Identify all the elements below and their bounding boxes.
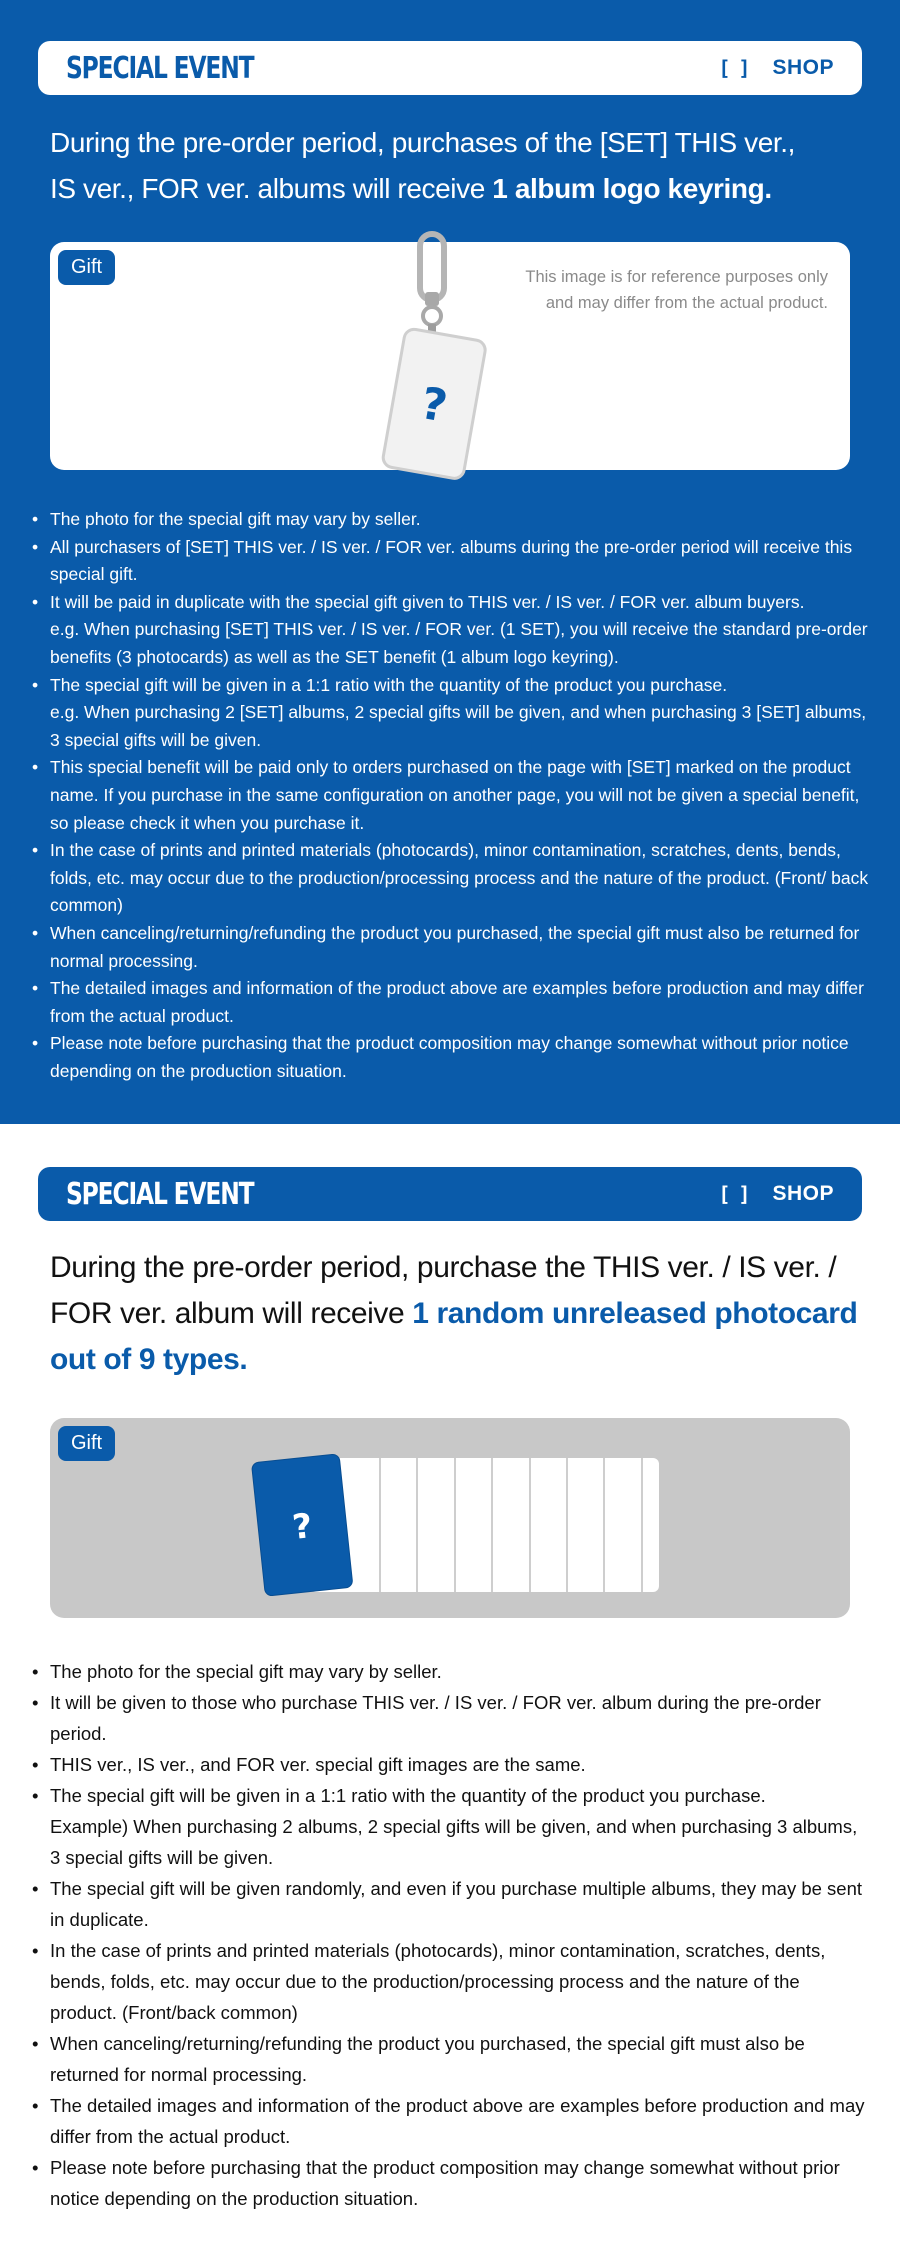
- gift-preview-box: [50, 1418, 850, 1618]
- notice-item-example: Example) When purchasing 2 albums, 2 special gifts will be given, and when purchasing 3 albums, 3 special gifts will be given.: [50, 1816, 858, 1868]
- logo-keyring-image: [380, 230, 500, 490]
- notice-item: [30, 672, 870, 755]
- event-headline: [50, 1245, 870, 1383]
- special-event-banner: [38, 41, 862, 95]
- keyring-clip: [420, 234, 444, 300]
- photocard-stack-image: [250, 1438, 670, 1598]
- keyring-notice-list: [30, 506, 870, 1085]
- bracket-logo-icon: []: [718, 56, 759, 80]
- photocard-notice-list: [30, 1656, 870, 2214]
- shop-label: SHOP: [772, 1182, 834, 1205]
- notice-item: [30, 589, 870, 672]
- bracket-logo-icon: []: [718, 1182, 759, 1206]
- notice-item-text: It will be paid in duplicate with the special gift given to THIS ver. / IS ver. / FOR ver. album buyers.: [50, 591, 805, 612]
- shop-logo: [718, 56, 834, 80]
- gift-tag: Gift: [58, 250, 115, 285]
- notice-item: • The photo for the special gift may vary by seller.: [30, 1656, 870, 1687]
- notice-item: • In the case of prints and printed materials (photocards), minor contamination, scratches, dents, bends, folds, etc. may occur due to the production/processing process and the nature of the product. (Front/back common): [30, 1935, 870, 2028]
- disclaimer-line-1: This image is for reference purposes only: [525, 268, 828, 286]
- notice-item: • In the case of prints and printed materials (photocards), minor contamination, scratches, dents, bends, folds, etc. may occur due to the production/processing process and the nature of the product. (Front/ back common): [30, 837, 870, 920]
- keyring-event-section: [0, 0, 900, 1124]
- notice-item-text: The special gift will be given in a 1:1 ratio with the quantity of the product you purchase.: [50, 1785, 766, 1806]
- notice-item: • The detailed images and information of the product above are examples before production and may differ from the actual product.: [30, 2090, 870, 2152]
- reference-disclaimer: [525, 264, 828, 316]
- photocard-question-mark: ?: [290, 1506, 315, 1548]
- gift-preview-box: [50, 242, 850, 470]
- headline-line-2-plain: IS ver., FOR ver. albums will receive: [50, 173, 493, 204]
- notice-item: • Please note before purchasing that the product composition may change somewhat without prior notice depending on the production situation.: [30, 2152, 870, 2214]
- keyring-clasp: [425, 292, 439, 306]
- notice-item: • When canceling/returning/refunding the product you purchased, the special gift must also be returned for normal processing.: [30, 920, 870, 975]
- notice-item: • All purchasers of [SET] THIS ver. / IS ver. / FOR ver. albums during the pre-order period will receive this special gift.: [30, 534, 870, 589]
- banner-title: SPECIAL EVENT: [66, 50, 254, 86]
- notice-item: • It will be given to those who purchase THIS ver. / IS ver. / FOR ver. album during the pre-order period.: [30, 1687, 870, 1749]
- keyring-tag: [382, 328, 487, 480]
- keyring-ring: [423, 307, 441, 325]
- notice-item: • THIS ver., IS ver., and FOR ver. special gift images are the same.: [30, 1749, 870, 1780]
- headline-line-2-plain: FOR ver. album will receive: [50, 1297, 413, 1330]
- shop-logo: [718, 1182, 834, 1206]
- notice-item: [30, 1780, 870, 1873]
- shop-label: SHOP: [772, 56, 834, 79]
- headline-line-3: out of 9 types.: [50, 1343, 248, 1376]
- notice-item: • The detailed images and information of the product above are examples before production and may differ from the actual product.: [30, 975, 870, 1030]
- notice-item: • When canceling/returning/refunding the product you purchased, the special gift must also be returned for normal processing.: [30, 2028, 870, 2090]
- notice-item: • The photo for the special gift may vary by seller.: [30, 506, 870, 534]
- headline-line-2: [50, 1291, 870, 1337]
- notice-item: • The special gift will be given randomly, and even if you purchase multiple albums, they may be sent in duplicate.: [30, 1873, 870, 1935]
- headline-highlight: 1 random unreleased photocard: [412, 1297, 858, 1330]
- notice-item-example: e.g. When purchasing 2 [SET] albums, 2 special gifts will be given, and when purchasing 3 [SET] albums, 3 special gifts will be given.: [50, 702, 867, 750]
- gift-tag: Gift: [58, 1426, 115, 1461]
- banner-title: SPECIAL EVENT: [66, 1176, 254, 1212]
- notice-item: • Please note before purchasing that the product composition may change somewhat without prior notice depending on the production situation.: [30, 1030, 870, 1085]
- headline-highlight: 1 album logo keyring.: [492, 173, 772, 204]
- event-headline: [50, 120, 870, 212]
- headline-line-2: [50, 166, 870, 212]
- notice-item-text: The special gift will be given in a 1:1 ratio with the quantity of the product you purchase.: [50, 674, 728, 695]
- keyring-question-mark: ?: [416, 377, 451, 433]
- special-event-banner: [38, 1167, 862, 1221]
- headline-line-1: During the pre-order period, purchases of the [SET] THIS ver.,: [50, 127, 796, 158]
- photocard-back-stack: [310, 1458, 659, 1592]
- disclaimer-line-2: and may differ from the actual product.: [545, 294, 828, 312]
- notice-item: • This special benefit will be paid only to orders purchased on the page with [SET] marked on the product name. If you purchase in the same configuration on another page, you will not be given a special benefit, so please check it when you purchase it.: [30, 754, 870, 837]
- notice-item-example: e.g. When purchasing [SET] THIS ver. / IS ver. / FOR ver. (1 SET), you will receive the standard pre-order benefits (3 photocards) as well as the SET benefit (1 album logo keyring).: [50, 619, 868, 667]
- photocard-front: [251, 1454, 353, 1596]
- headline-line-1: During the pre-order period, purchase the THIS ver. / IS ver. /: [50, 1251, 837, 1284]
